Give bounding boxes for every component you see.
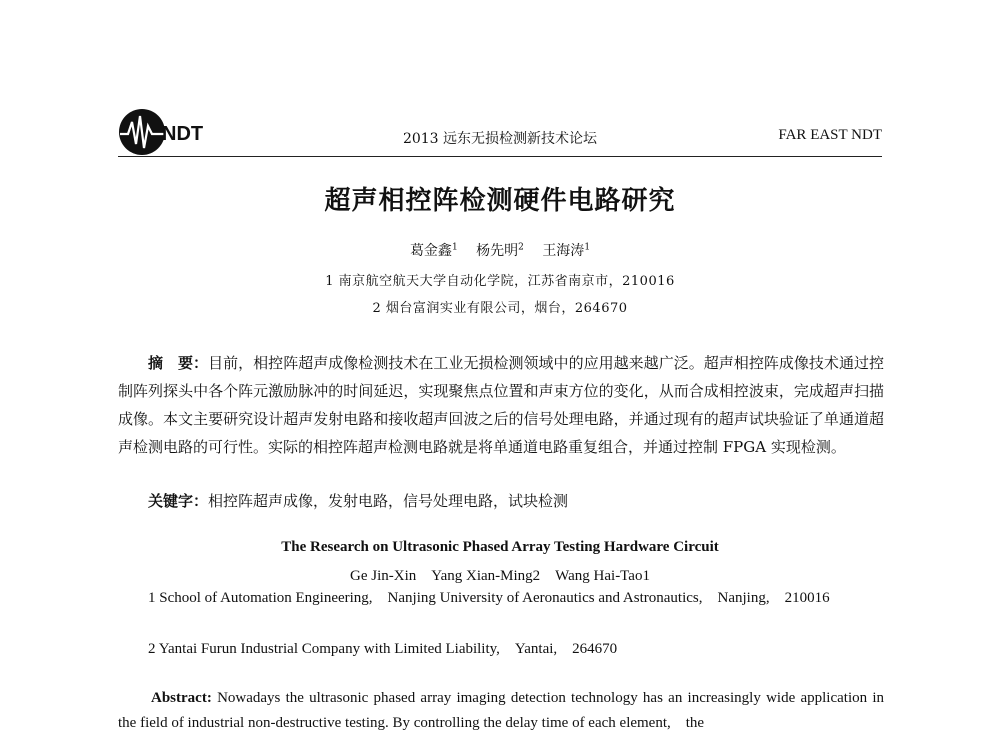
conference-title: 2013 远东无损检测新技术论坛 — [402, 131, 598, 147]
author-affiliation-mark: 1 — [451, 242, 458, 253]
author-affiliation-mark: 1 — [584, 242, 591, 253]
abstract-cn-label: 摘 要： — [148, 354, 209, 372]
conference-name-en: FAR EAST NDT — [778, 127, 882, 143]
authors-cn — [0, 240, 1000, 260]
logo-text: NDT — [162, 123, 204, 145]
author-affiliation-mark: 2 — [518, 242, 524, 253]
affiliation-en-1: 1 School of Automation Engineering, Nanjing University of Aeronautics and Astronautics, Nanjing, 210016 — [148, 590, 830, 606]
abstract-cn-text: 目前，相控阵超声成像检测技术在工业无损检测领域中的应用越来越广泛。超声相控阵成像技术通过控制阵列探头中各个阵元激励脉冲的时间延迟，实现聚焦点位置和声束方位的变化，从而合成相控波束，完成超声扫描成像。本文主要研究设计超声发射电路和接收超声回波之后的信号处理电路，并通过现有的超声试块验证了单通道超声检测电路的可行性。实际的相控阵超声检测电路就是将单通道电路重复组合，并通过控制 FPGA 实现检测。 — [118, 354, 884, 456]
abstract-cn — [118, 349, 884, 461]
author-name: 葛金鑫 — [409, 243, 452, 259]
abstract-en — [118, 686, 884, 736]
affiliation-cn-1: 1 南京航空航天大学自动化学院，江苏省南京市，210016 — [325, 274, 675, 289]
authors-en: Ge Jin-Xin Yang Xian-Ming2 Wang Hai-Tao1 — [350, 568, 650, 584]
paper-title-en: The Research on Ultrasonic Phased Array Testing Hardware Circuit — [281, 539, 719, 555]
affiliation-en-2: 2 Yantai Furun Industrial Company with Limited Liability, Yantai, 264670 — [148, 641, 618, 657]
abstract-en-text: Nowadays the ultrasonic phased array imaging detection technology has an increasingly wide application in the field of industrial non-destructive testing. By controlling the delay time of each element, the — [118, 690, 885, 731]
paper-title: 超声相控阵检测硬件电路研究 — [324, 186, 676, 216]
keywords-cn — [118, 487, 884, 515]
author-name: 王海涛 — [542, 243, 585, 259]
keywords-cn-text: 相控阵超声成像，发射电路，信号处理电路，试块检测 — [208, 492, 569, 510]
author-name: 杨先明 — [476, 243, 519, 259]
affiliation-cn-2: 2 烟台富润实业有限公司，烟台，264670 — [372, 301, 628, 316]
abstract-en-label: Abstract: — [151, 690, 212, 706]
header-rule — [118, 156, 882, 157]
keywords-cn-label: 关键字： — [148, 492, 209, 510]
